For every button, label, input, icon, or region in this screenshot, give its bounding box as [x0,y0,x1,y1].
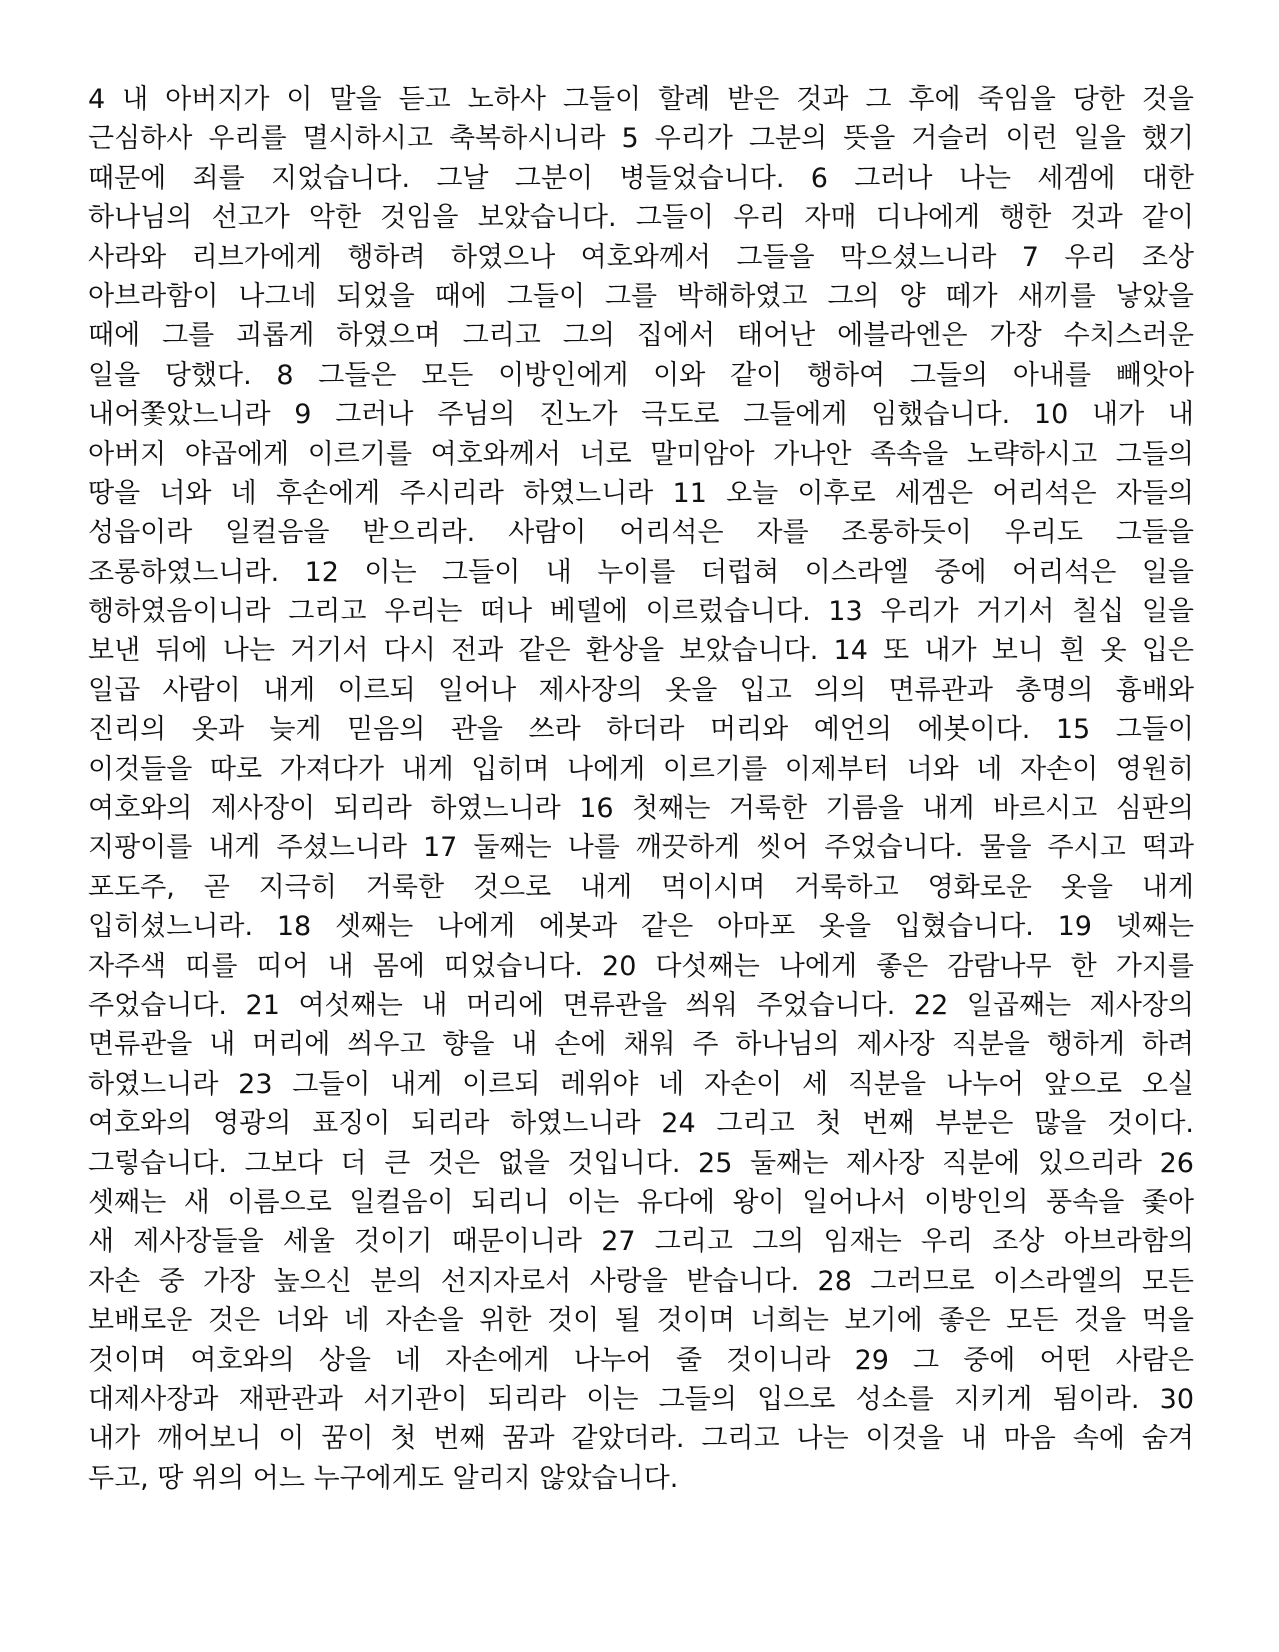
text-line: 보낸 뒤에 나는 거기서 다시 전과 같은 환상을 보았습니다. 14 또 내가 보니 흰 옷 입은 [88,635,1194,667]
text-line: 내가 깨어보니 이 꿈이 첫 번째 꿈과 같았더라. 그리고 나는 이것을 내 마음 속에 숨겨 [88,1423,1194,1455]
text-line: 대제사장과 재판관과 서기관이 되리라 이는 그들의 입으로 성소를 지키게 됨이라. 30 [88,1383,1194,1415]
text-line: 하나님의 선고가 악한 것임을 보았습니다. 그들이 우리 자매 디나에게 행한 것과 같이 [88,202,1194,234]
text-line: 아브라함이 나그네 되었을 때에 그들이 그를 박해하였고 그의 양 떼가 새끼를 낳았을 [88,280,1194,312]
text-line: 아버지 야곱에게 이르기를 여호와께서 너로 말미암아 가나안 족속을 노략하시고 그들의 [88,438,1194,470]
text-line: 때에 그를 괴롭게 하였으며 그리고 그의 집에서 태어난 에블라엔은 가장 수치스러운 [88,320,1194,352]
text-line: 여호와의 제사장이 되리라 하였느니라 16 첫째는 거룩한 기름을 내게 바르시고 심판의 [88,793,1194,825]
text-line: 새 제사장들을 세울 것이기 때문이니라 27 그리고 그의 임재는 우리 조상 아브라함의 [88,1226,1194,1258]
text-line: 근심하사 우리를 멸시하시고 축복하시니라 5 우리가 그분의 뜻을 거슬러 이런 일을 했기 [88,123,1194,155]
text-line: 그렇습니다. 그보다 더 큰 것은 없을 것입니다. 25 둘째는 제사장 직분에 있으리라 26 [88,1147,1194,1179]
text-line: 여호와의 영광의 표징이 되리라 하였느니라 24 그리고 첫 번째 부분은 많을 것이다. [88,1108,1194,1140]
text-line: 것이며 여호와의 상을 네 자손에게 나누어 줄 것이니라 29 그 중에 어떤 사람은 [88,1344,1194,1376]
text-line: 지팡이를 내게 주셨느니라 17 둘째는 나를 깨끗하게 씻어 주었습니다. 물을 주시고 떡과 [88,832,1194,864]
text-line: 땅을 너와 네 후손에게 주시리라 하였느니라 11 오늘 이후로 세겜은 어리석은 자들의 [88,477,1194,509]
text-line: 자주색 띠를 띠어 내 몸에 띠었습니다. 20 다섯째는 나에게 좋은 감람나무 한 가지를 [88,950,1194,982]
text-line: 하였느니라 23 그들이 내게 이르되 레위야 네 자손이 세 직분을 나누어 앞으로 오실 [88,1068,1194,1100]
text-line: 내어쫓았느니라 9 그러나 주님의 진노가 극도로 그들에게 임했습니다. 10 내가 내 [88,399,1194,431]
text-line: 포도주, 곧 지극히 거룩한 것으로 내게 먹이시며 거룩하고 영화로운 옷을 내게 [88,871,1194,903]
text-line: 진리의 옷과 늦게 믿음의 관을 쓰라 하더라 머리와 예언의 에봇이다. 15 그들이 [88,714,1194,746]
text-line: 입히셨느니라. 18 셋째는 나에게 에봇과 같은 아마포 옷을 입혔습니다. 19 넷째는 [88,911,1194,943]
document-body [88,80,1194,1498]
text-line: 자손 중 가장 높으신 분의 선지자로서 사랑을 받습니다. 28 그러므로 이스라엘의 모든 [88,1265,1194,1297]
text-line: 성읍이라 일컬음을 받으리라. 사람이 어리석은 자를 조롱하듯이 우리도 그들을 [88,517,1194,549]
text-line: 주었습니다. 21 여섯째는 내 머리에 면류관을 씌워 주었습니다. 22 일곱째는 제사장의 [88,989,1194,1021]
text-line: 사라와 리브가에게 행하려 하였으나 여호와께서 그들을 막으셨느니라 7 우리 조상 [88,241,1194,273]
text-line: 때문에 죄를 지었습니다. 그날 그분이 병들었습니다. 6 그러나 나는 세겜에 대한 [88,162,1194,194]
text-line: 보배로운 것은 너와 네 자손을 위한 것이 될 것이며 너희는 보기에 좋은 모든 것을 먹을 [88,1305,1194,1337]
text-line: 면류관을 내 머리에 씌우고 향을 내 손에 채워 주 하나님의 제사장 직분을 행하게 하려 [88,1029,1194,1061]
text-line: 일을 당했다. 8 그들은 모든 이방인에게 이와 같이 행하여 그들의 아내를 빼앗아 [88,359,1194,391]
text-line: 셋째는 새 이름으로 일컬음이 되리니 이는 유다에 왕이 일어나서 이방인의 풍속을 좇아 [88,1186,1194,1218]
text-line-last: 두고, 땅 위의 어느 누구에게도 알리지 않았습니다. [88,1462,679,1494]
text-line: 이것들을 따로 가져다가 내게 입히며 나에게 이르기를 이제부터 너와 네 자손이 영원히 [88,753,1194,785]
text-line: 4 내 아버지가 이 말을 듣고 노하사 그들이 할례 받은 것과 그 후에 죽임을 당한 것을 [88,84,1194,115]
text-line: 조롱하였느니라. 12 이는 그들이 내 누이를 더럽혀 이스라엘 중에 어리석은 일을 [88,556,1194,588]
text-line: 일곱 사람이 내게 이르되 일어나 제사장의 옷을 입고 의의 면류관과 총명의 흉배와 [88,674,1194,706]
text-line: 행하였음이니라 그리고 우리는 떠나 베델에 이르렀습니다. 13 우리가 거기서 칠십 일을 [88,596,1194,628]
